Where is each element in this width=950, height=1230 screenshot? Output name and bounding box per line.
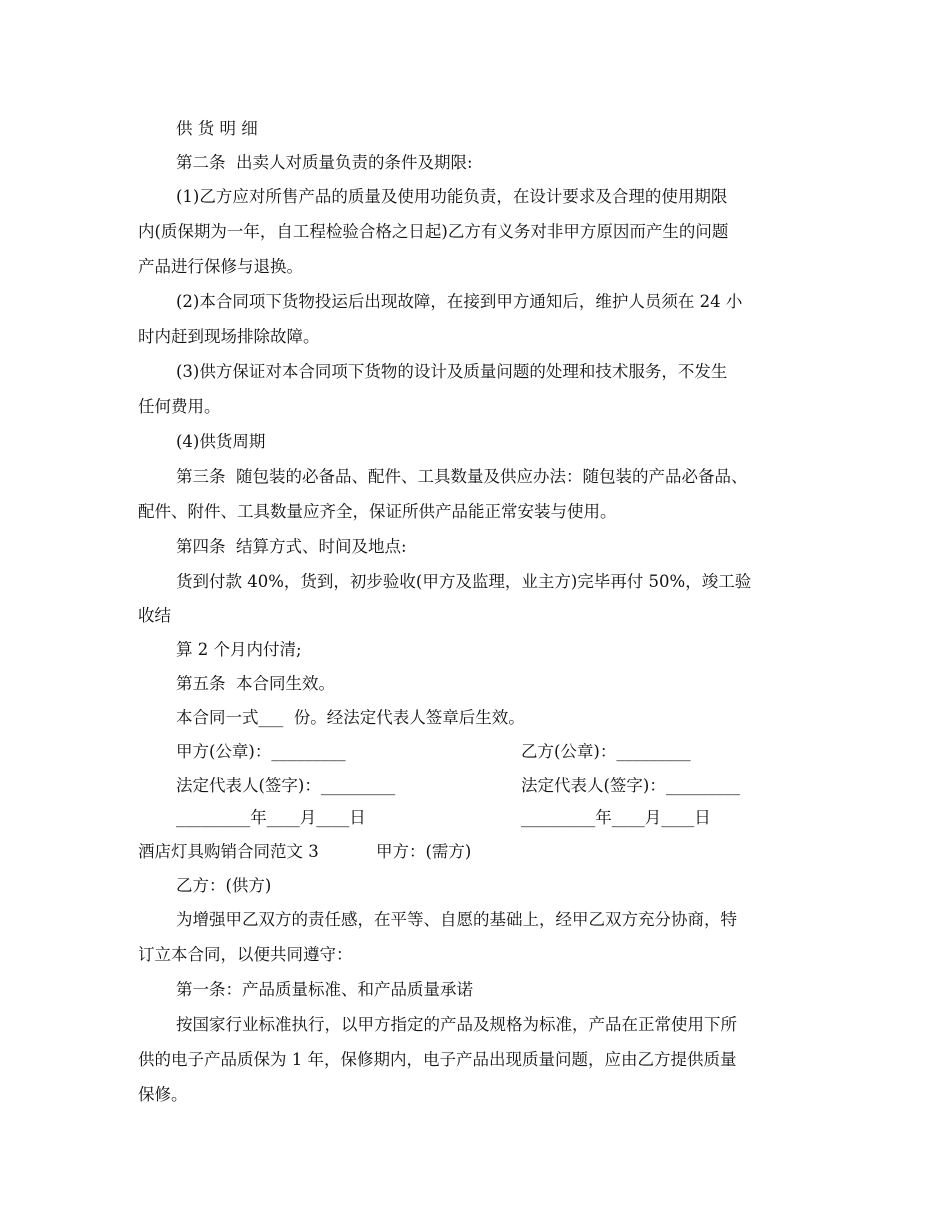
party-b-seal: 乙方(公章)：_________ — [521, 742, 691, 761]
party-b-date: _________年____月____日 — [521, 808, 711, 827]
intro-line-2: 订立本合同，以便共同遵守： — [138, 945, 353, 964]
article-2-item-1-line-3: 产品进行保修与退换。 — [138, 257, 303, 276]
article-5-title: 第五条 本合同生效。 — [176, 674, 335, 693]
article-1-line-1: 按国家行业标准执行，以甲方指定的产品及规格为标准，产品在正常使用下所 — [176, 1015, 737, 1034]
supply-detail-heading: 供 货 明 细 — [176, 119, 258, 138]
template-3-party-a: 甲方：(需方) — [376, 842, 472, 861]
article-1-title: 第一条：产品质量标准、和产品质量承诺 — [176, 980, 473, 999]
party-b-representative: 法定代表人(签字)：_________ — [521, 776, 741, 795]
article-4-title: 第四条 结算方式、时间及地点: — [176, 537, 407, 556]
intro-line-1: 为增强甲乙双方的责任感，在平等、自愿的基础上，经甲乙双方充分协商，特 — [176, 910, 737, 929]
article-4-line-2: 收结 — [138, 606, 171, 625]
article-3-line-2: 配件、附件、工具数量应齐全，保证所供产品能正常安装与使用。 — [138, 502, 617, 521]
article-2-item-1-line-2: 内(质保期为一年，自工程检验合格之日起)乙方有义务对非甲方原因而产生的问题 — [138, 222, 729, 241]
article-2-item-3-line-2: 任何费用。 — [138, 397, 221, 416]
article-1-line-3: 保修。 — [138, 1085, 188, 1104]
party-a-seal: 甲方(公章)：_________ — [176, 742, 346, 761]
article-2-title: 第二条 出卖人对质量负责的条件及期限: — [176, 153, 473, 172]
party-a-date: _________年____月____日 — [176, 808, 366, 827]
template-3-title: 酒店灯具购销合同范文 3 — [138, 842, 319, 861]
article-4-line-3: 算 2 个月内付清; — [176, 640, 302, 659]
copies-line: 本合同一式___ 份。经法定代表人签章后生效。 — [176, 708, 525, 727]
article-2-item-2-line-2: 时内赶到现场排除故障。 — [138, 327, 320, 346]
article-2-item-1-line-1: (1)乙方应对所售产品的质量及使用功能负责，在设计要求及合理的使用期限 — [176, 187, 728, 206]
article-2-item-3-line-1: (3)供方保证对本合同项下货物的设计及质量问题的处理和技术服务，不发生 — [176, 362, 728, 381]
article-2-item-2-line-1: (2)本合同项下货物投运后出现故障，在接到甲方通知后，维护人员须在 24 小 — [176, 292, 743, 311]
article-1-line-2: 供的电子产品质保为 1 年，保修期内，电子产品出现质量问题，应由乙方提供质量 — [138, 1050, 737, 1069]
party-a-representative: 法定代表人(签字)：_________ — [176, 776, 396, 795]
template-3-party-b: 乙方：(供方) — [176, 876, 272, 895]
article-3-line-1: 第三条 随包装的必备品、配件、工具数量及供应办法：随包装的产品必备品、 — [176, 467, 748, 486]
article-4-line-1: 货到付款 40%，货到，初步验收(甲方及监理，业主方)完毕再付 50%，竣工验 — [176, 572, 752, 591]
article-2-item-4: (4)供货周期 — [176, 432, 266, 451]
